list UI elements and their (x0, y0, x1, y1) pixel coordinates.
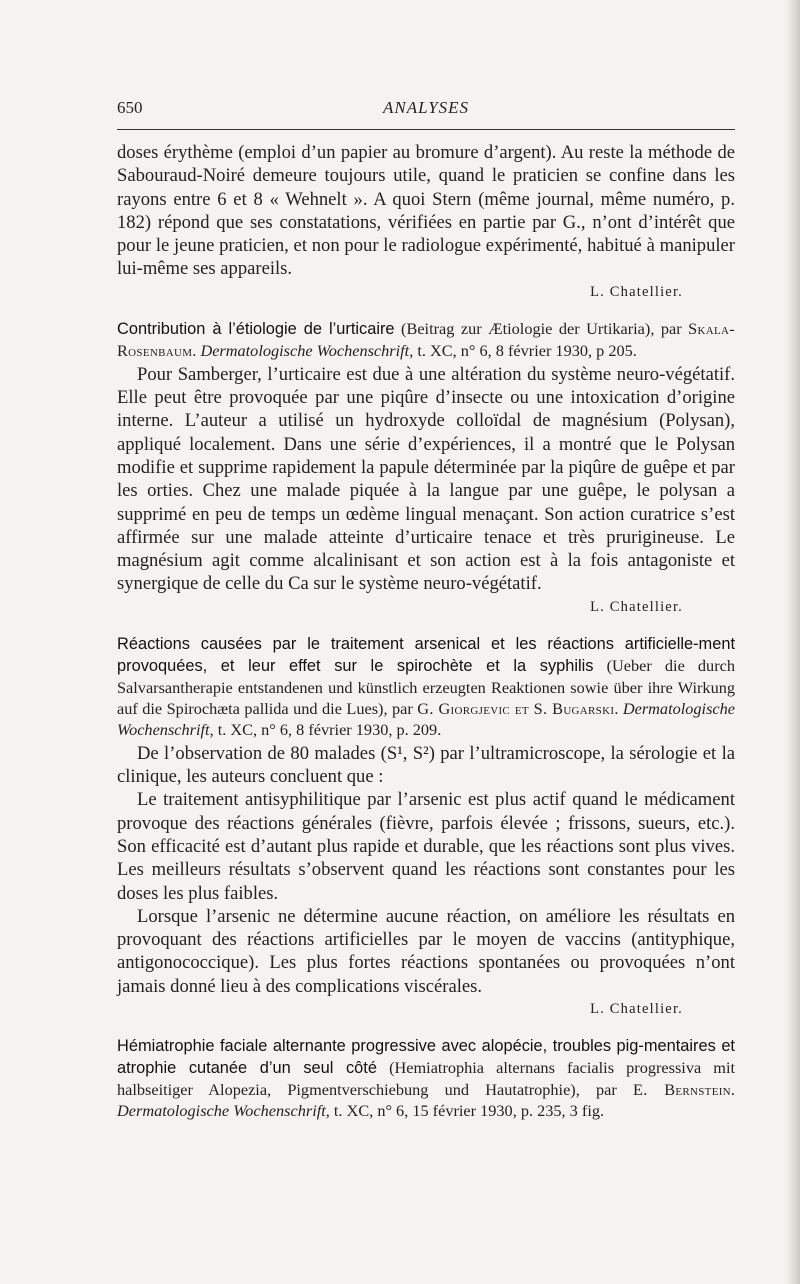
article-heading (117, 633, 735, 740)
signature: L. Chatellier. (590, 283, 683, 300)
signature: L. Chatellier. (590, 1001, 683, 1018)
journal-reference: , t. XC, n° 6, 15 février 1930, p. 235, 3 fig. (325, 1101, 605, 1121)
header-rule (117, 129, 735, 130)
separator: . (730, 1080, 735, 1100)
separator: . (192, 340, 201, 360)
signature: L. Chatellier. (590, 598, 683, 615)
article (117, 633, 735, 1021)
journal-reference: , t. XC, n° 6, 8 février 1930, p. 209. (209, 719, 442, 739)
article-paragraph: Le traitement antisyphilitique par l’arsenic est plus actif quand le médicament provoque des réactions générales (fièvre, parfois élevée ; frissons, sueurs, etc.). Son efficacité est d’autant plus rapide et durable, que les réactions sont plus vives. Les meilleurs résultats s’observent quand les réactions sont constantes pour les doses les plus faibles. (117, 789, 735, 904)
original-title: (Hemiatrophia alternans facialis progressiva mit halbseitiger Alopezia, Pigmentverschiebung und Hautatrophie), par (117, 1058, 736, 1100)
journal-name: Dermatologische Wochenschrift (117, 1101, 326, 1121)
journal-reference: , t. XC, n° 6, 8 février 1930, p 205. (409, 340, 637, 360)
article-paragraph: De l’observation de 80 malades (S¹, S²) par l’ultramicroscope, la sérologie et la clinique, les auteurs concluent que : (117, 742, 735, 788)
article-paragraph: Pour Samberger, l’urticaire est due à une altération du système neuro-végétatif. Elle peut être provoquée par une piqûre d’insecte ou une intoxication d’origine interne. L’auteur a utilisé un hydroxyde colloïdal de magnésium (Polysan), appliqué localement. Dans une série d’expériences, il a montré que le Polysan modifie et supprime rapidement la papule déterminée par la piqûre de guêpe et par les orties. Chez une malade piquée à la langue par une guêpe, le polysan a supprimé en peu de temps un œdème lingual menaçant. Son action curatrice s’est affirmée sur une malade atteinte d’urticaire tenace et très prurigineuse. Le magnésium agit comme alcalinisant et son action est à la fois antagoniste et synergique de celle du Ca sur le système neuro-végétatif. (117, 363, 735, 595)
article-title: Contribution à l’étiologie de l’urticaire (117, 319, 395, 338)
original-title: (Beitrag zur Ætiologie der Urtikaria), par (394, 318, 689, 338)
page-number: 650 (117, 98, 143, 117)
article (117, 318, 735, 619)
running-title: ANALYSES (382, 98, 470, 117)
separator: . (614, 698, 623, 718)
page-edge-shadow (786, 0, 800, 1284)
article-title: Réactions causées par le traitement arsenical et les réactions artificielle-ment provoquées, et leur effet sur le spirochète et la syphilis (117, 634, 735, 675)
page-header (117, 98, 735, 122)
article-heading (117, 1035, 735, 1121)
journal-name: Dermatologische Wochenschrift (200, 340, 410, 360)
journal-name: Dermatologische Wochenschrift (117, 698, 735, 739)
article-authors: Skala-Rosenbaum (117, 318, 735, 360)
article (117, 1035, 735, 1121)
page-body (117, 141, 735, 1123)
article-title: Hémiatrophie faciale alternante progressive avec alopécie, troubles pig-mentaires et atrophie cutanée d’un seul côté (117, 1037, 735, 1078)
article-heading (117, 318, 735, 361)
article-authors: E. Bernstein (633, 1080, 731, 1100)
intro-paragraph: doses érythème (emploi d’un papier au bromure d’argent). Au reste la méthode de Sabouraud-Noiré demeure toujours utile, quand le praticien se confine dans les rayons entre 6 et 8 « Wehnelt ». A quoi Stern (même journal, même numéro, p. 182) répond que ses constatations, vérifiées en partie par G., n’ont d’intérêt que pour le jeune praticien, et non pour le radiologue expérimenté, habitué à manipuler lui-même ses appareils. (117, 142, 735, 280)
article-authors: G. Giorgjevic et S. Bugarski (417, 698, 615, 718)
original-title: (Ueber die durch Salvarsantherapie entstandenen und künstlich erzeugten Reaktionen sowie über ihre Wirkung auf die Spirochæta pallida und die Lues), par (117, 655, 735, 718)
article-paragraph: Lorsque l’arsenic ne détermine aucune réaction, on améliore les résultats en provoquant des réactions artificielles par le moyen de vaccins (antityphique, antigonococcique). Les plus fortes réactions spontanées ou provoquées n’ont jamais donné lieu à des complications viscérales. (117, 905, 735, 997)
